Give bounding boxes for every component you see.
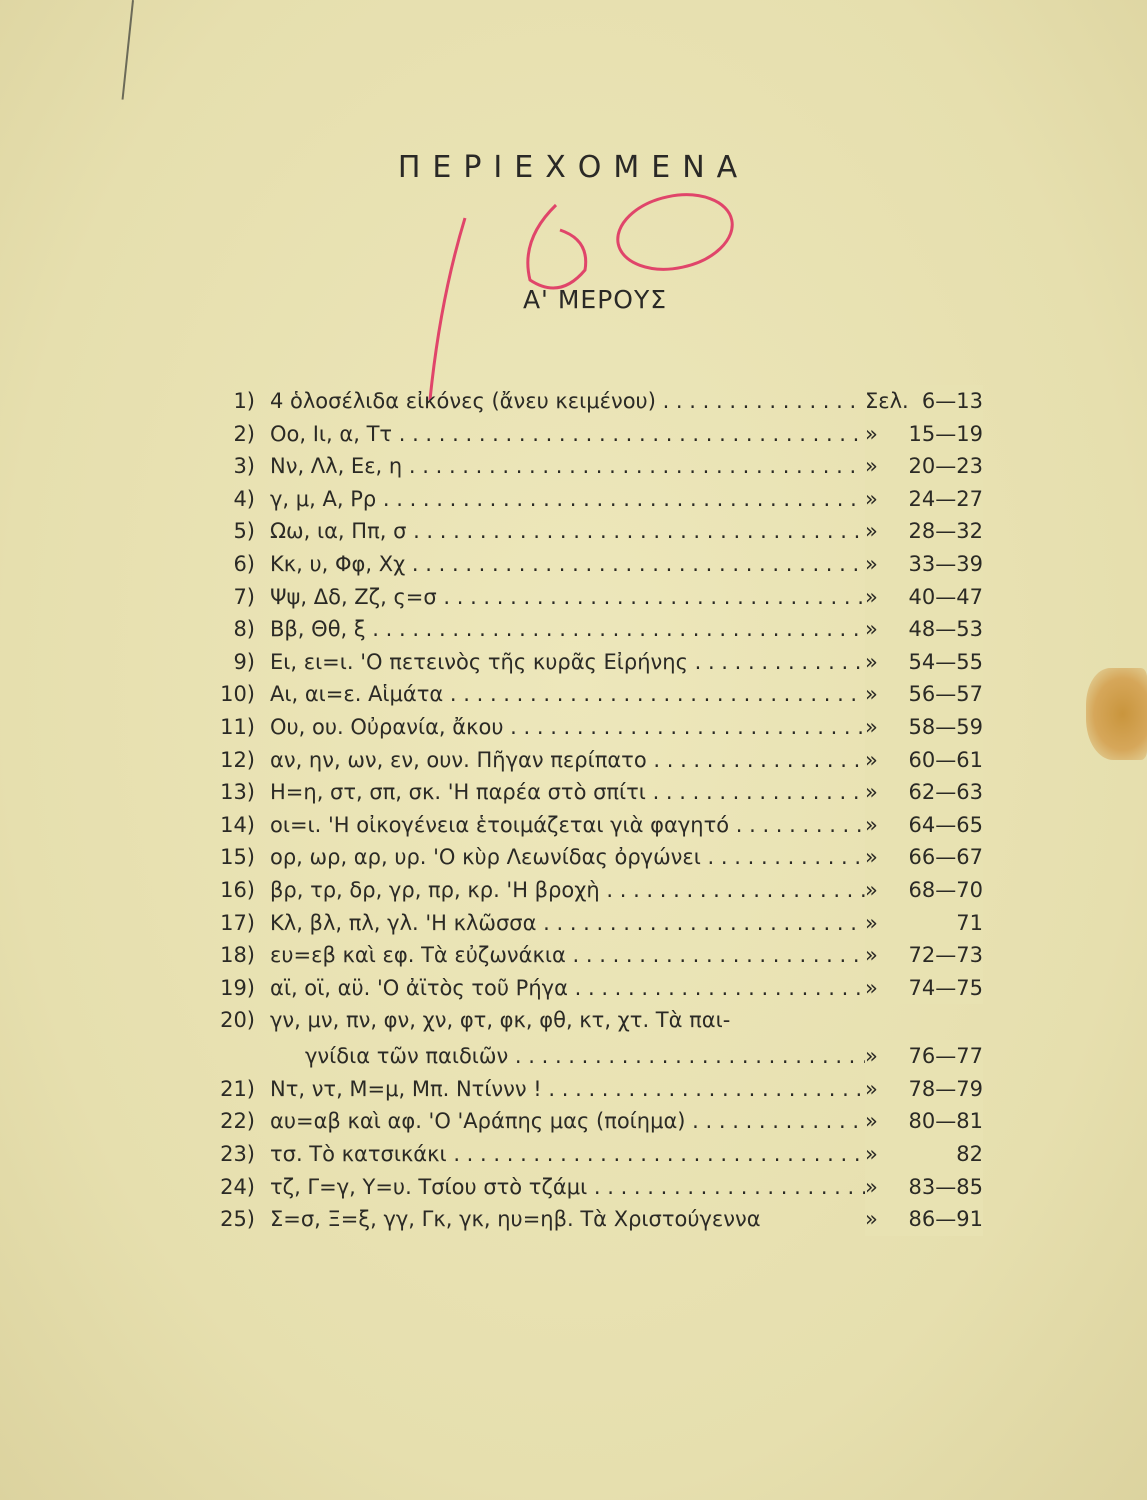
toc-pages: 74—75 — [908, 975, 983, 1000]
toc-title: Ββ, Θθ, ξ . . . — [270, 613, 870, 646]
toc-row — [205, 450, 995, 483]
toc-number: 19) — [220, 975, 255, 1000]
toc-title: Η=η, στ, σπ, σκ. 'Η παρέα στὸ σπίτι . . . — [270, 776, 870, 809]
toc-number: 14) — [220, 812, 255, 837]
toc-title: Ντ, ντ, Μ=μ, Μπ. Ντίννν ! . . . — [270, 1073, 870, 1106]
toc-number: 8) — [233, 617, 255, 642]
toc-pages: 54—55 — [908, 649, 983, 674]
toc-title: Κλ, βλ, πλ, γλ. 'Η κλῶσσα . . . — [270, 907, 870, 940]
toc-prefix: » — [865, 877, 878, 902]
toc-pages: 66—67 — [908, 845, 983, 870]
toc-prefix: » — [865, 486, 878, 511]
toc-number: 12) — [220, 747, 255, 772]
toc-prefix: » — [865, 1142, 878, 1167]
toc-row — [205, 581, 995, 614]
toc-pages: 6—13 — [921, 389, 983, 413]
toc-row — [205, 939, 995, 972]
toc-title: ορ, ωρ, αρ, υρ. 'Ο κὺρ Λεωνίδας ὀργώνει . . . — [270, 841, 870, 874]
toc-number: 21) — [220, 1076, 255, 1101]
toc-prefix: » — [865, 454, 878, 479]
toc-page-ref — [865, 972, 983, 1005]
toc-title: αυ=αβ καὶ αφ. 'Ο 'Αράπης μας (ποίημα) . . . — [270, 1105, 870, 1138]
toc-title: Ου, ου. Οὐρανία, ἄκου . . . — [270, 711, 870, 744]
toc-pages: 28—32 — [908, 519, 983, 544]
paper-stain — [1086, 668, 1147, 760]
toc-pages: 20—23 — [908, 454, 983, 479]
toc-prefix: » — [865, 682, 878, 707]
toc-prefix: » — [865, 975, 878, 1000]
toc-page-ref — [865, 776, 983, 809]
toc-page-ref — [865, 1203, 983, 1236]
toc-page-ref — [865, 450, 983, 483]
toc-prefix: » — [865, 1044, 878, 1069]
toc-page-ref — [865, 841, 983, 874]
toc-row — [205, 385, 995, 418]
toc-row — [205, 972, 995, 1005]
toc-title: Αι, αι=ε. Αἱμάτα . . . — [270, 678, 870, 711]
toc-title: Ψψ, Δδ, Ζζ, ς=σ . . . — [270, 581, 870, 614]
toc-number: 23) — [220, 1142, 255, 1167]
toc-page-ref — [865, 1138, 983, 1171]
toc-pages: 68—70 — [908, 877, 983, 902]
toc-number: 13) — [220, 780, 255, 805]
toc-number: 7) — [233, 584, 255, 609]
toc-pages: 40—47 — [908, 584, 983, 609]
toc-row — [205, 418, 995, 451]
toc-number: 2) — [233, 421, 255, 446]
toc-pages: 60—61 — [908, 747, 983, 772]
toc-page-ref — [865, 939, 983, 972]
handwritten-note-150 — [0, 0, 1147, 420]
toc-pages: 58—59 — [908, 714, 983, 739]
toc-title: γ, μ, Α, Ρρ . . . — [270, 483, 870, 516]
toc-row — [205, 1073, 995, 1106]
toc-title: βρ, τρ, δρ, γρ, πρ, κρ. 'Η βροχὴ . . . — [270, 874, 870, 907]
toc-prefix: » — [865, 812, 878, 837]
toc-prefix: » — [865, 747, 878, 772]
toc-title: αν, ην, ων, εν, ουν. Πῆγαν περίπατο . . . — [270, 744, 870, 777]
toc-pages: 82 — [956, 1142, 983, 1167]
toc-pages: 64—65 — [908, 812, 983, 837]
toc-pages: 80—81 — [908, 1109, 983, 1134]
toc-page-ref — [865, 1171, 983, 1204]
toc-title: τζ, Γ=γ, Υ=υ. Τσίου στὸ τζάμι . . . — [270, 1171, 870, 1204]
toc-row-continued — [205, 1040, 995, 1073]
toc-title: Σ=σ, Ξ=ξ, γγ, Γκ, γκ, ηυ=ηβ. Τὰ Χριστούγεννα — [270, 1207, 761, 1232]
toc-page-ref — [865, 613, 983, 646]
toc-row — [205, 483, 995, 516]
toc-page-ref — [865, 1040, 983, 1073]
toc-title: ευ=εβ καὶ εφ. Τὰ εὐζωνάκια . . . — [270, 939, 870, 972]
toc-prefix: » — [865, 943, 878, 968]
toc-pages: 71 — [956, 910, 983, 935]
toc-title: Ει, ει=ι. 'Ο πετεινὸς τῆς κυρᾶς Εἰρήνης . . . — [270, 646, 870, 679]
toc-number: 16) — [220, 877, 255, 902]
toc-prefix: » — [865, 780, 878, 805]
toc-row — [205, 907, 995, 940]
toc-row — [205, 613, 995, 646]
toc-pages: 56—57 — [908, 682, 983, 707]
toc-number: 15) — [220, 845, 255, 870]
toc-row — [205, 744, 995, 777]
toc-number: 1) — [233, 389, 255, 413]
toc-row — [205, 1004, 995, 1040]
toc-title: τσ. Τὸ κατσικάκι . . . — [270, 1138, 870, 1171]
toc-prefix: » — [865, 1174, 878, 1199]
toc-number: 22) — [220, 1109, 255, 1134]
toc-row — [205, 841, 995, 874]
toc-row — [205, 646, 995, 679]
toc-row — [205, 874, 995, 907]
toc-prefix: » — [865, 649, 878, 674]
toc-title: γν, μν, πν, φν, χν, φτ, φκ, φθ, κτ, χτ. Τὰ παι- — [270, 1008, 731, 1033]
toc-prefix: » — [865, 1109, 878, 1134]
toc-row — [205, 1105, 995, 1138]
toc-pages: 33—39 — [908, 551, 983, 576]
toc-row — [205, 711, 995, 744]
toc-title: Νν, Λλ, Εε, η . . . — [270, 450, 870, 483]
toc-page-ref — [865, 1105, 983, 1138]
toc-page-ref — [865, 711, 983, 744]
toc-number: 3) — [233, 454, 255, 479]
toc-prefix: » — [865, 1076, 878, 1101]
toc-pages: 15—19 — [908, 421, 983, 446]
toc-page-ref — [865, 809, 983, 842]
toc-prefix: » — [865, 519, 878, 544]
toc-row — [205, 548, 995, 581]
toc-pages: 48—53 — [908, 617, 983, 642]
toc-pages: 62—63 — [908, 780, 983, 805]
toc-number: 25) — [220, 1207, 255, 1232]
toc-number: 9) — [233, 649, 255, 674]
toc-title: Οο, Ιι, α, Ττ . . . — [270, 418, 870, 451]
toc-pages: 86—91 — [908, 1207, 983, 1232]
toc-row — [205, 678, 995, 711]
toc-pages: 72—73 — [908, 943, 983, 968]
toc-number: 18) — [220, 943, 255, 968]
toc-page-ref — [865, 678, 983, 711]
toc-number: 24) — [220, 1174, 255, 1199]
toc-page-ref — [865, 874, 983, 907]
toc-title-continued: γνίδια τῶν παιδιῶν . . . — [305, 1040, 905, 1073]
toc-row — [205, 1171, 995, 1204]
toc-row — [205, 776, 995, 809]
toc-number: 17) — [220, 910, 255, 935]
toc-title: Ωω, ια, Ππ, σ . . . — [270, 515, 870, 548]
toc-title: 4 ὁλοσέλιδα εἰκόνες (ἄνευ κειμένου) . . . — [270, 385, 870, 418]
toc-pages: 24—27 — [908, 486, 983, 511]
toc-number: 5) — [233, 519, 255, 544]
toc-title: οι=ι. 'Η οἰκογένεια ἑτοιμάζεται γιὰ φαγητό . . . — [270, 809, 870, 842]
toc-page-ref — [865, 646, 983, 679]
toc-title: Κκ, υ, Φφ, Χχ . . . — [270, 548, 870, 581]
toc-page-ref — [865, 744, 983, 777]
toc-row — [205, 515, 995, 548]
toc-page-ref — [865, 581, 983, 614]
toc-page-ref — [865, 548, 983, 581]
toc-pages: 76—77 — [908, 1044, 983, 1069]
section-subtitle: Α' ΜΕΡΟΥΣ — [522, 285, 668, 314]
toc-prefix: » — [865, 1207, 878, 1232]
toc-page-ref — [865, 1073, 983, 1106]
page-title: ΠΕΡΙΕΧΟΜΕΝΑ — [397, 150, 750, 185]
toc-pages: 78—79 — [908, 1076, 983, 1101]
toc-number: 4) — [233, 486, 255, 511]
toc-number: 10) — [220, 682, 255, 707]
toc-pages: 83—85 — [908, 1174, 983, 1199]
toc-number: 6) — [233, 551, 255, 576]
toc-prefix: » — [865, 584, 878, 609]
toc-prefix: » — [865, 910, 878, 935]
toc-page-ref — [865, 385, 983, 418]
toc-row — [205, 1138, 995, 1171]
toc-title: αϊ, οϊ, αϋ. 'Ο ἀϊτὸς τοῦ Ρήγα . . . — [270, 972, 870, 1005]
toc-prefix: » — [865, 617, 878, 642]
table-of-contents — [205, 385, 995, 1236]
toc-number: 20) — [220, 1008, 255, 1033]
toc-page-ref — [865, 418, 983, 451]
toc-prefix: » — [865, 421, 878, 446]
toc-row — [205, 809, 995, 842]
toc-page-ref — [865, 483, 983, 516]
toc-prefix: » — [865, 551, 878, 576]
toc-page-ref — [865, 515, 983, 548]
toc-prefix: Σελ. — [865, 389, 909, 413]
toc-number: 11) — [220, 714, 255, 739]
toc-prefix: » — [865, 845, 878, 870]
toc-page-ref — [865, 907, 983, 940]
toc-row — [205, 1203, 995, 1236]
toc-prefix: » — [865, 714, 878, 739]
